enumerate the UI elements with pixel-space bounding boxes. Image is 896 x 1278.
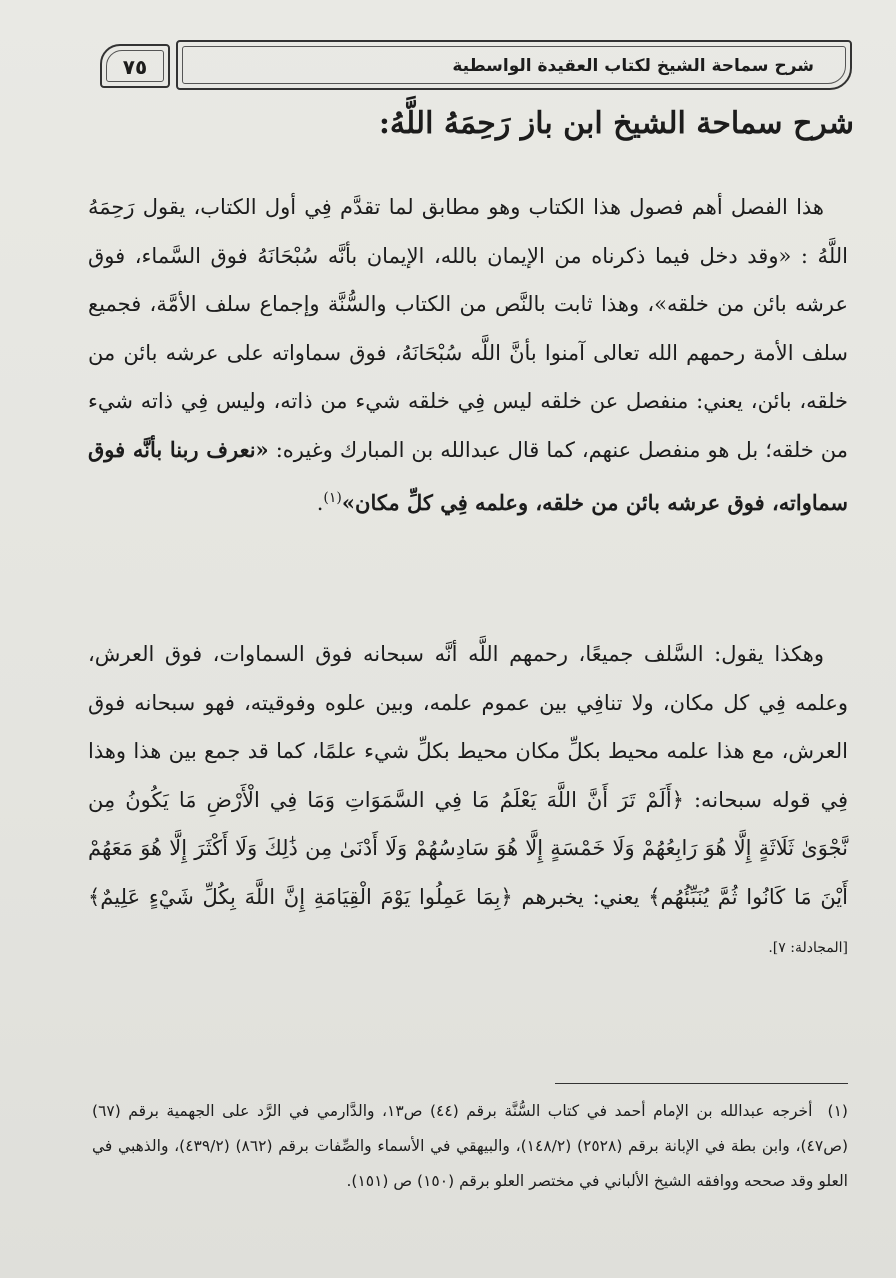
footnote-marker: (١) <box>827 1102 848 1120</box>
paragraph-1-text: هذا الفصل أهم فصول هذا الكتاب وهو مطابق لما تقدَّم فِي أول الكتاب، يقول رَحِمَهُ اللَّهُ : «وقد دخل فيما ذكرناه من الإيمان بالله، الإيمان بأنَّه سُبْحَانَهُ فوق السَّماء، فوق عرشه بائن من خلقه»، وهذا ثابت بالنَّص من الكتاب والسُّنَّة وإجماع سلف الأمَّة، فجميع سلف الأمة رحمهم الله تعالى آمنوا بأنَّ اللَّه سُبْحَانَهُ، فوق سماواته على عرشه بائن من خلقه، بائن، يعني: منفصل عن خلقه ليس فِي خلقه شيء من ذاته، وليس فِي ذاته شيء من خلقه؛ بل هو منفصل عنهم، كما قال عبدالله بن المبارك وغيره: <box>88 195 849 462</box>
paragraph-2-text: وهكذا يقول: السَّلف جميعًا، رحمهم اللَّه أنَّه سبحانه فوق السماوات، فوق العرش، وعلمه فِي كل مكان، ولا تنافِي بين عموم علمه، وبين علوه وفوقيته، فهو سبحانه فوق العرش، مع هذا علمه محيط بكلِّ مكان محيط بكلِّ شيء علمًا، كما قد جمع بين هذا وهذا فِي قوله سبحانه: <box>88 642 848 812</box>
footnote <box>92 1094 848 1199</box>
paragraph-1 <box>88 183 848 528</box>
verse-citation: [المجادلة: ٧]. <box>768 940 848 956</box>
footnote-divider <box>555 1083 848 1084</box>
quran-verse-2: ﴿بِمَا عَمِلُوا يَوْمَ الْقِيَامَةِ إِنَّ اللَّهَ بِكُلِّ شَيْءٍ عَلِيمٌ﴾ <box>88 884 513 909</box>
section-title: شرح سماحة الشيخ ابن باز رَحِمَهُ اللَّهُ: <box>378 106 854 141</box>
paragraph-2-explanation: يعني: يخبرهم <box>521 884 640 909</box>
footnote-text: أخرجه عبدالله بن الإمام أحمد في كتاب السُّنَّة برقم (٤٤) ص١٣، والدَّارمي في الرَّد على الجهمية برقم (٦٧) (ص٤٧)، وابن بطة في الإبانة برقم (٢٥٢٨) (١٤٨/٢)، والبيهقي في الأسماء والصِّفات برقم (٨٦٢) (٤٣٩/٢)، والذهبي في العلو وقد صححه ووافقه الشيخ الألباني في مختصر العلو برقم (١٥٠) ص (١٥١). <box>92 1102 848 1190</box>
ibn-mubarak-quote: «نعرف ربنا بأنَّه فوق سماواته، فوق عرشه بائن من خلقه، وعلمه فِي كلِّ مكان» <box>88 436 848 515</box>
page-number: ٧٥ <box>122 55 148 79</box>
footnote-ref[interactable]: (١) <box>323 490 342 506</box>
running-header-frame <box>176 40 852 90</box>
page-number-frame <box>100 44 170 88</box>
quran-verse-1: ﴿أَلَمْ تَرَ أَنَّ اللَّهَ يَعْلَمُ مَا فِي السَّمَوَاتِ وَمَا فِي الْأَرْضِ مَا يَكُونُ مِن نَّجْوَىٰ ثَلَاثَةٍ إِلَّا هُوَ رَابِعُهُمْ وَلَا خَمْسَةٍ إِلَّا هُوَ سَادِسُهُمْ وَلَا أَدْنَىٰ مِن ذَٰلِكَ وَلَا أَكْثَرَ إِلَّا هُوَ مَعَهُمْ أَيْنَ مَا كَانُوا ثُمَّ يُنَبِّئُهُم﴾ <box>88 787 848 909</box>
paragraph-2 <box>88 630 848 973</box>
running-header-title: شرح سماحة الشيخ لكتاب العقيدة الواسطية <box>452 56 814 76</box>
paragraph-1-end: . <box>316 491 324 515</box>
